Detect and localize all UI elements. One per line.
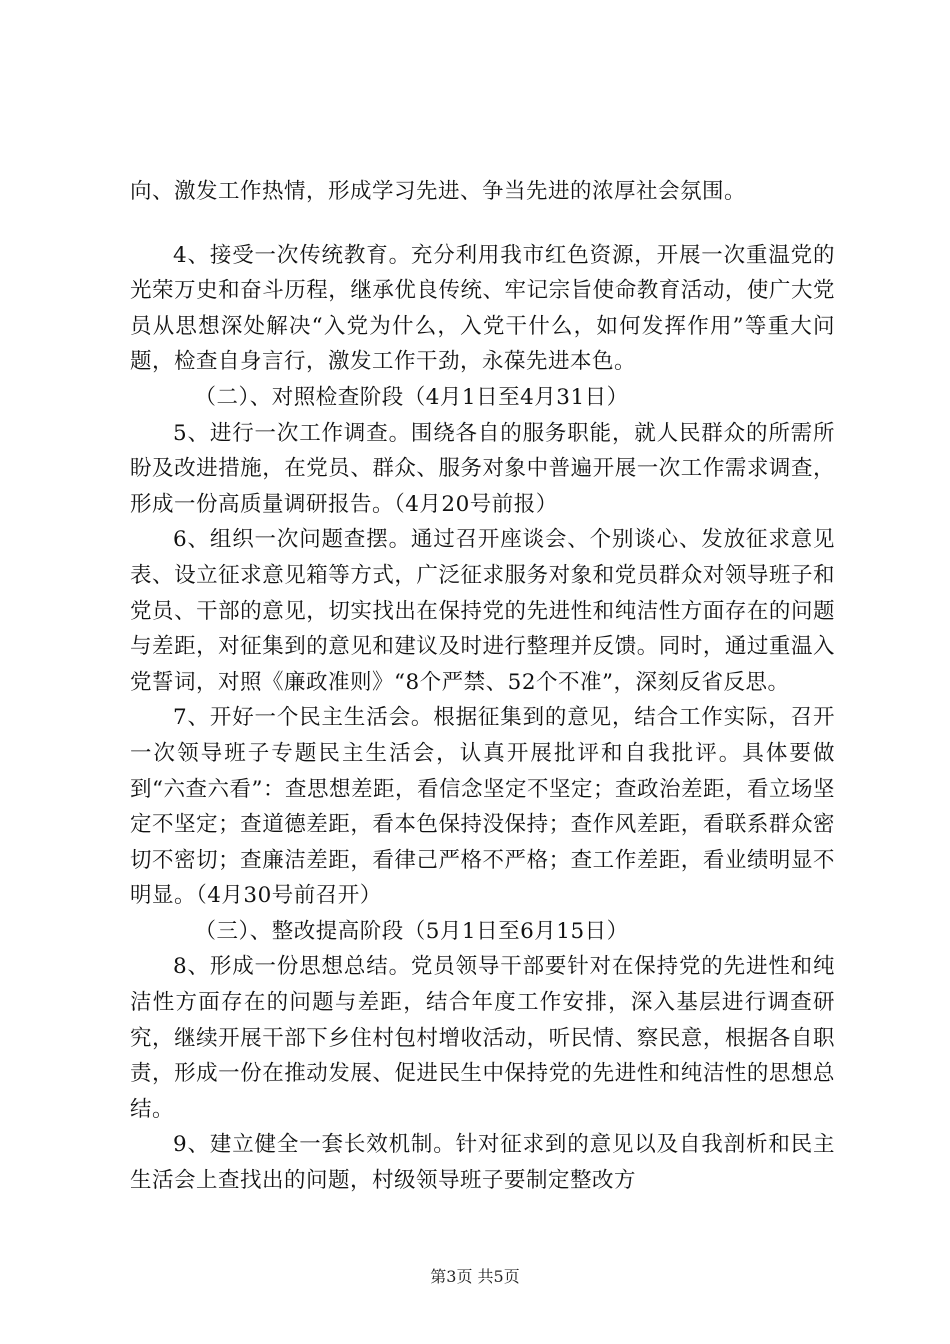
paragraph-continuation: 向、激发工作热情，形成学习先进、争当先进的浓厚社会氛围。 xyxy=(130,179,747,204)
page-number-footer: 第3页 共5页 xyxy=(430,1267,520,1286)
paragraph-item-8: 8、形成一份思想总结。党员领导干部要针对在保持党的先进性和纯洁性方面存在的问题与差距，结合年度工作安排，深入基层进行调查研究，继续开展干部下乡住村包村增收活动，听民情、察民意，根据各自职责，形成一份在推动发展、促进民生中保持党的先进性和纯洁性的思想总结。 xyxy=(130,954,835,1122)
paragraph-item-5: 5、进行一次工作调查。围绕各自的服务职能，就人民群众的所需所盼及改进措施，在党员、群众、服务对象中普遍开展一次工作需求调查，形成一份高质量调研报告。（4月20号前报） xyxy=(130,420,835,517)
paragraph-item-7: 7、开好一个民主生活会。根据征集到的意见，结合工作实际，召开一次领导班子专题民主生活会，认真开展批评和自我批评。具体要做到“六查六看”：查思想差距，看信念坚定不坚定；查政治差距，看立场坚定不坚定；查道德差距，看本色保持没保持；查作风差距，看联系群众密切不密切；查廉洁差距，看律己严格不严格；查工作差距，看业绩明显不明显。（4月30号前召开） xyxy=(130,705,835,909)
section-heading-3: （三）、整改提高阶段（5月1日至6月15日） xyxy=(194,918,629,944)
paragraph-item-9: 9、建立健全一套长效机制。针对征求到的意见以及自我剖析和民主生活会上查找出的问题，村级领导班子要制定整改方 xyxy=(130,1132,835,1194)
paragraph-item-6: 6、组织一次问题查摆。通过召开座谈会、个别谈心、发放征求意见表、设立征求意见箱等方式，广泛征求服务对象和党员群众对领导班子和党员、干部的意见，切实找出在保持党的先进性和纯洁性方面存在的问题与差距，对征集到的意见和建议及时进行整理并反馈。同时，通过重温入党誓词，对照《廉政准则》“8个严禁、52个不准”，深刻反省反思。 xyxy=(130,527,835,695)
document-body xyxy=(130,174,835,1199)
section-heading-2: （二）、对照检查阶段（4月1日至4月31日） xyxy=(194,384,629,410)
paragraph-item-4: 4、接受一次传统教育。充分利用我市红色资源，开展一次重温党的光荣万史和奋斗历程，继承优良传统、牢记宗旨使命教育活动，使广大党员从思想深处解决“入党为什么，入党干什么，如何发挥作用”等重大问题，检查自身言行，激发工作干劲，永葆先进本色。 xyxy=(130,242,835,375)
